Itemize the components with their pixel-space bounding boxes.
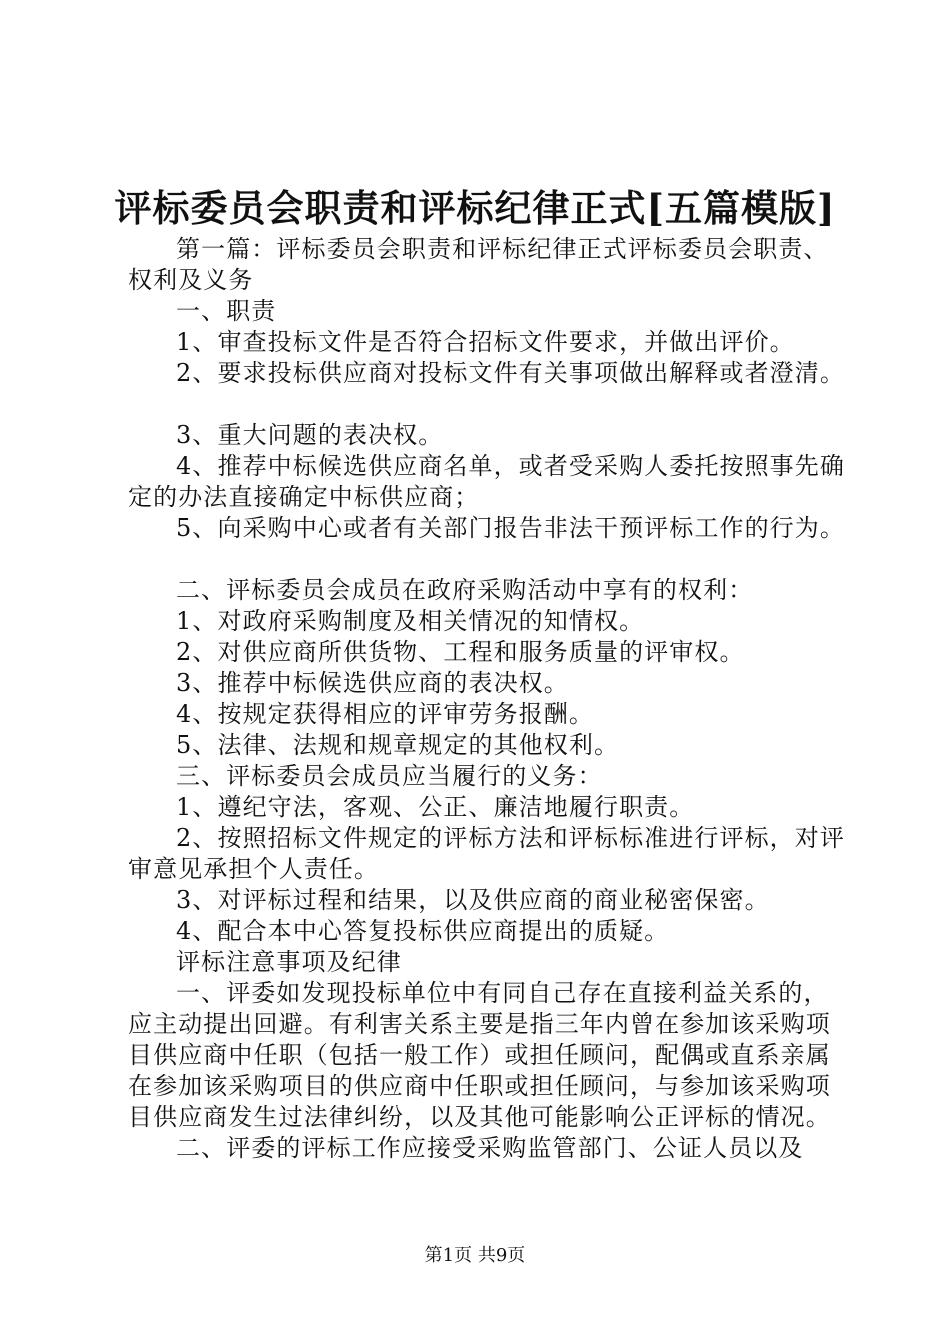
document-title: 评标委员会职责和评标纪律正式[五篇模版] [114,186,836,230]
page-footer: 第1页 共9页 [424,1245,526,1266]
list-item: 2、按照招标文件规定的评标方法和评标标准进行评标，对评审意见承担个人责任。 [128,824,845,883]
paragraph-intro: 第一篇：评标委员会职责和评标纪律正式评标委员会职责、权利及义务 [128,235,829,294]
heading-discipline: 评标注意事项及纪律 [176,948,402,976]
heading-obligations: 三、评标委员会成员应当履行的义务： [176,762,603,790]
list-item: 3、推荐中标候选供应商的表决权。 [176,669,569,697]
list-item: 1、对政府采购制度及相关情况的知情权。 [176,607,645,635]
list-item: 5、向采购中心或者有关部门报告非法干预评标工作的行为。 [176,514,845,542]
list-item: 4、推荐中标候选供应商名单，或者受采购人委托按照事先确定的办法直接确定中标供应商； [128,452,845,511]
list-item: 1、遵纪守法，客观、公正、廉洁地履行职责。 [176,793,695,821]
list-item: 2、要求投标供应商对投标文件有关事项做出解释或者澄清。 [176,359,845,387]
list-item: 4、按规定获得相应的评审劳务报酬。 [176,700,594,728]
list-item: 3、对评标过程和结果，以及供应商的商业秘密保密。 [176,886,770,914]
blank-line [128,544,848,575]
heading-rights: 二、评标委员会成员在政府采购活动中享有的权利： [176,576,754,604]
heading-duties: 一、职责 [176,297,277,325]
list-item: 5、法律、法规和规章规定的其他权利。 [176,731,620,759]
paragraph-discipline-2: 二、评委的评标工作应接受采购监管部门、公证人员以及 [176,1134,804,1162]
blank-line [128,389,848,420]
list-item: 4、配合本中心答复投标供应商提出的质疑。 [176,917,670,945]
list-item: 1、审查投标文件是否符合招标文件要求，并做出评价。 [176,328,795,356]
list-item: 2、对供应商所供货物、工程和服务质量的评审权。 [176,638,745,666]
list-item: 3、重大问题的表决权。 [176,421,444,449]
document-body [128,234,848,1164]
paragraph-discipline-1: 一、评委如发现投标单位中有同自己存在直接利益关系的，应主动提出回避。有利害关系主要是指三年内曾在参加该采购项目供应商中任职（包括一般工作）或担任顾问，配偶或直系亲属在参加该采购项目的供应商中任职或担任顾问，与参加该采购项目供应商发生过法律纠纷，以及其他可能影响公正评标的情况。 [128,979,831,1131]
